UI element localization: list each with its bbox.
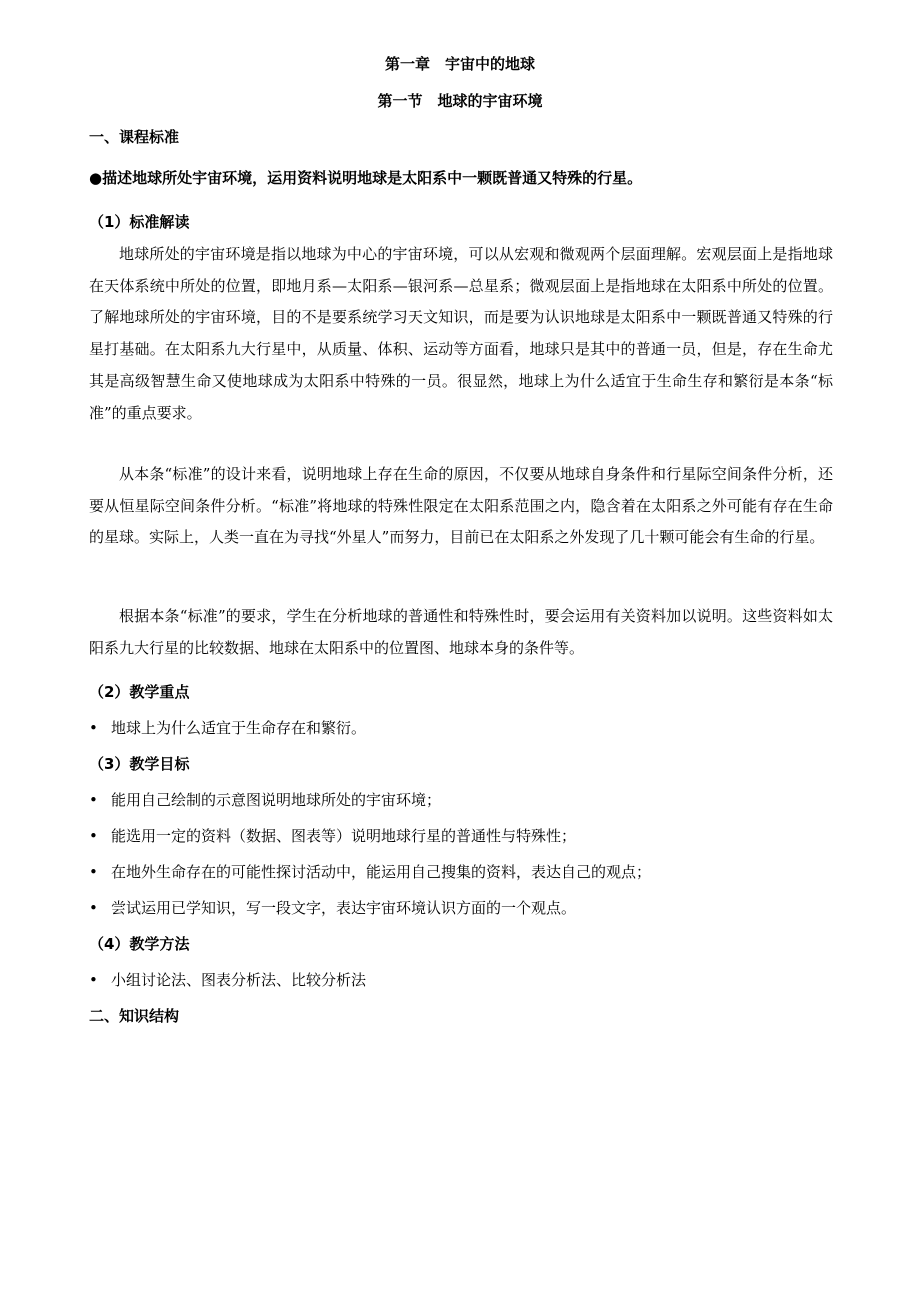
focus-text: 地球上为什么适宜于生命存在和繁衍。 <box>111 719 367 737</box>
bullet-icon: • <box>89 863 98 881</box>
bullet-icon: • <box>89 827 98 845</box>
goal-text: 在地外生命存在的可能性探讨活动中，能运用自己搜集的资料，表达自己的观点； <box>111 863 652 881</box>
paragraph-interpretation-3: 根据本条“标准”的要求，学生在分析地球的普通性和特殊性时，要会运用有关资料加以说明。这些资料如太阳系九大行星的比较数据、地球在太阳系中的位置图、地球本身的条件等。 <box>89 607 833 657</box>
bullet-icon: • <box>89 791 98 809</box>
subheading-interpretation: （1）标准解读 <box>89 213 190 231</box>
paragraph-interpretation-1: 地球所处的宇宙环境是指以地球为中心的宇宙环境，可以从宏观和微观两个层面理解。宏观层面上是指地球在天体系统中所处的位置，即地月系—太阳系—银河系—总星系；微观层面上是指地球在太阳系中所处的位置。了解地球所处的宇宙环境，目的不是要系统学习天文知识，而是要为认识地球是太阳系中一颗既普通又特殊的行星打基础。在太阳系九大行星中，从质量、体积、运动等方面看，地球只是其中的普通一员，但是，存在生命尤其是高级智慧生命又使地球成为太阳系中特殊的一员。很显然，地球上为什么适宜于生命生存和繁衍是本条“标准”的重点要求。 <box>89 245 833 422</box>
bullet-icon: • <box>89 719 98 737</box>
goal-text: 尝试运用已学知识，写一段文字，表达宇宙环境认识方面的一个观点。 <box>111 899 577 917</box>
bullet-icon: • <box>89 971 98 989</box>
method-text: 小组讨论法、图表分析法、比较分析法 <box>111 971 367 989</box>
list-item <box>89 825 576 846</box>
subheading-teaching-method: （4）教学方法 <box>89 935 190 953</box>
chapter-title: 第一章 宇宙中的地球 <box>384 55 535 73</box>
part2-heading: 二、知识结构 <box>89 1007 180 1025</box>
part1-heading: 一、课程标准 <box>89 128 180 146</box>
list-item <box>89 897 576 918</box>
list-item <box>89 717 366 738</box>
goal-text: 能用自己绘制的示意图说明地球所处的宇宙环境； <box>111 791 442 809</box>
curriculum-standard: ●描述地球所处宇宙环境，运用资料说明地球是太阳系中一颗既普通又特殊的行星。 <box>89 169 643 187</box>
subheading-teaching-focus: （2）教学重点 <box>89 683 190 701</box>
paragraph-interpretation-2: 从本条“标准”的设计来看，说明地球上存在生命的原因，不仅要从地球自身条件和行星际空间条件分析，还要从恒星际空间条件分析。“标准”将地球的特殊性限定在太阳系范围之内，隐含着在太阳系之外可能有存在生命的星球。实际上，人类一直在为寻找“外星人”而努力，目前已在太阳系之外发现了几十颗可能会有生命的行星。 <box>89 465 833 547</box>
section-title: 第一节 地球的宇宙环境 <box>377 92 543 110</box>
list-item <box>89 789 441 810</box>
goal-text: 能选用一定的资料（数据、图表等）说明地球行星的普通性与特殊性； <box>111 827 577 845</box>
list-item <box>89 969 366 990</box>
list-item <box>89 861 651 882</box>
bullet-icon: • <box>89 899 98 917</box>
subheading-teaching-goals: （3）教学目标 <box>89 755 190 773</box>
